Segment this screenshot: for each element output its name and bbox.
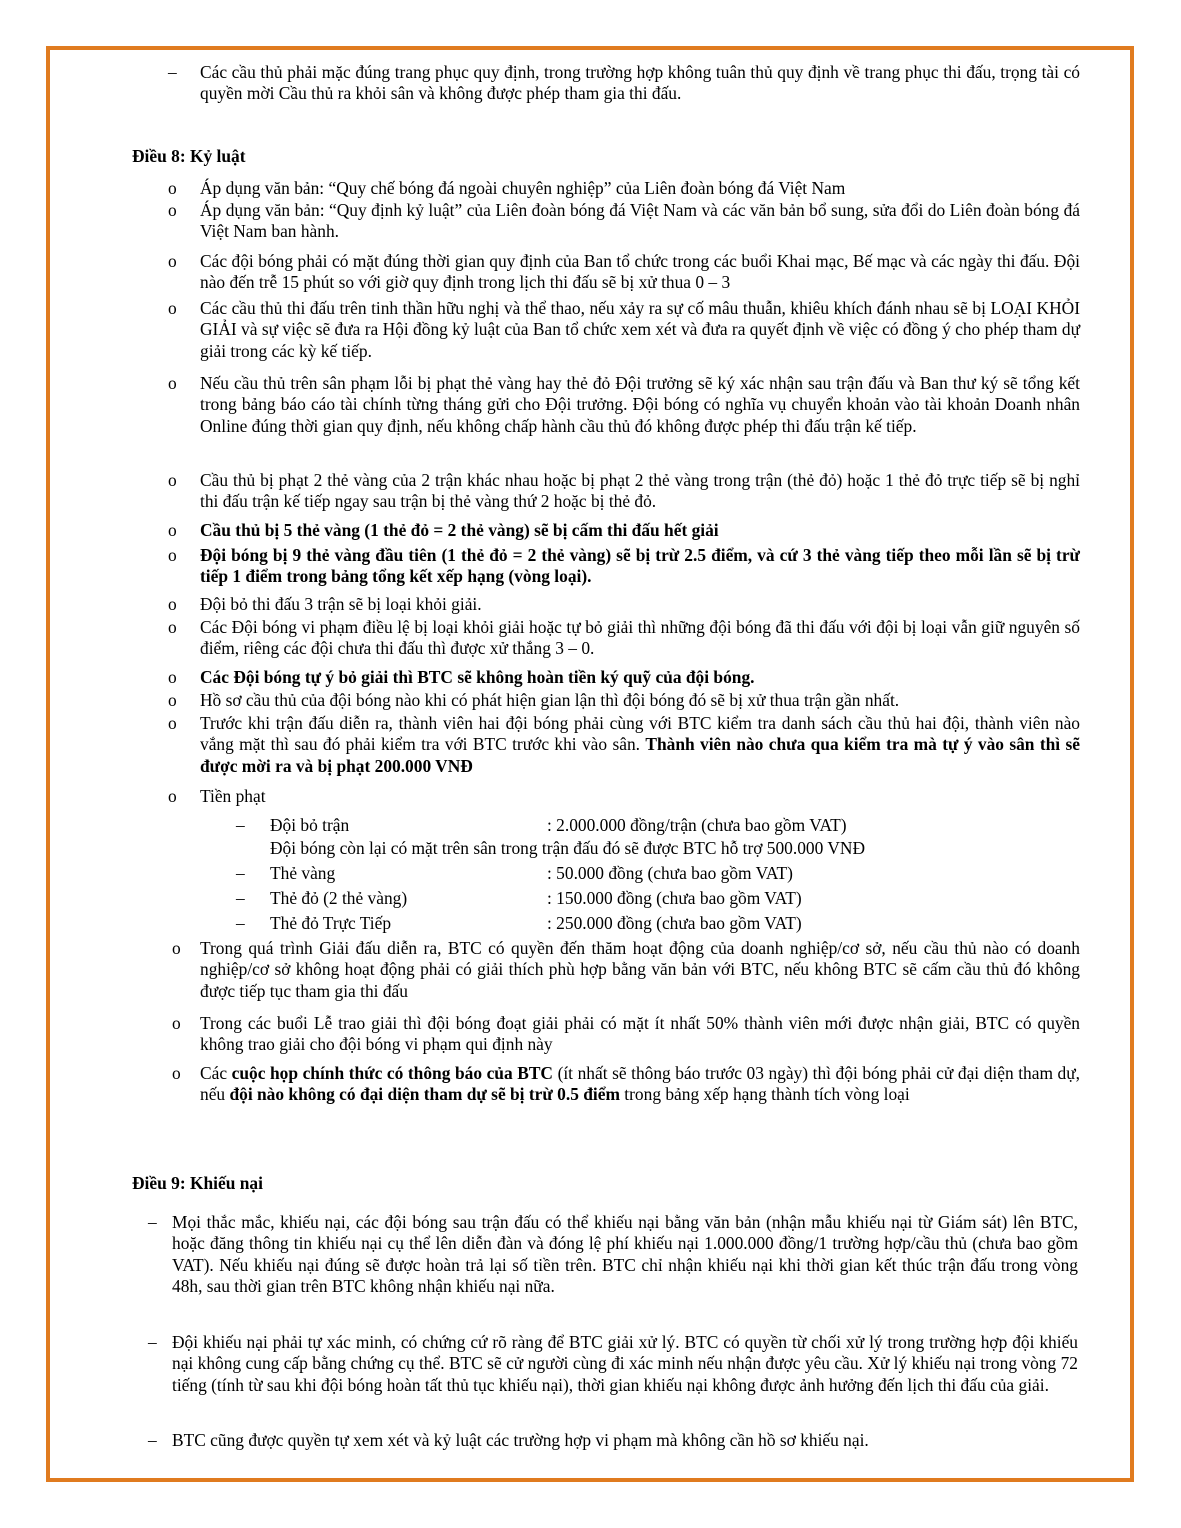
fine-forfeit-note: Đội bóng còn lại có mặt trên sân trong trận đấu đó sẽ được BTC hỗ trợ 500.000 VNĐ	[270, 838, 866, 858]
fine-forfeit-label: Đội bỏ trận	[270, 815, 350, 835]
article-8-item: Đội bỏ thi đấu 3 trận sẽ bị loại khỏi giải.	[200, 594, 482, 614]
circle-bullet: o	[168, 690, 177, 710]
circle-bullet: o	[168, 713, 177, 733]
circle-bullet: o	[168, 594, 177, 614]
fine-red-label: Thẻ đỏ Trực Tiếp	[270, 913, 392, 933]
complaint-item: Đội khiếu nại phải tự xác minh, có chứng cứ rõ ràng để BTC giải xử lý. BTC có quyền từ chối xử lý trong trường hợp đội khiếu nại không cung cấp bằng chứng cụ thể. BTC sẽ cử người cùng đi xác minh nếu nhận được yêu cầu. Xử lý khiếu nại trong vòng 72 tiếng (tính từ sau khi đội bóng hoàn tất thủ tục khiếu nại), thời gian khiếu nại không được ảnh hưởng đến lịch thi đấu của giải.	[172, 1332, 1078, 1395]
fine-red2-label: Thẻ đỏ (2 thẻ vàng)	[270, 888, 408, 908]
meeting-paragraph	[200, 1063, 1080, 1106]
article-8-item: Áp dụng văn bản: “Quy định kỷ luật” của Liên đoàn bóng đá Việt Nam và các văn bản bổ sung, sửa đổi do Liên đoàn bóng đá Việt Nam ban hành.	[200, 200, 1080, 242]
article-8-item: Hồ sơ cầu thủ của đội bóng nào khi có phát hiện gian lận thì đội bóng đó sẽ bị xử thua trận gần nhất.	[200, 690, 900, 710]
article-8-item: Cầu thủ bị 5 thẻ vàng (1 thẻ đỏ = 2 thẻ vàng) sẽ bị cấm thi đấu hết giải	[200, 520, 719, 540]
dash-bullet: –	[148, 1212, 157, 1232]
dash-bullet: –	[236, 815, 245, 835]
dash-bullet: –	[168, 62, 177, 82]
meeting-text: Các	[200, 1063, 232, 1083]
article-8-heading: Điều 8: Kỷ luật	[132, 146, 246, 166]
fine-red-value: : 250.000 đồng (chưa bao gồm VAT)	[547, 913, 802, 933]
dash-bullet: –	[236, 863, 245, 883]
circle-bullet: o	[172, 938, 181, 958]
circle-bullet: o	[172, 1063, 181, 1083]
fines-title: Tiền phạt	[200, 786, 266, 806]
article-8-item: Các cầu thủ thi đấu trên tinh thần hữu nghị và thể thao, nếu xảy ra sự cố mâu thuẫn, khiêu khích đánh nhau sẽ bị LOẠI KHỎI GIẢI và sự việc sẽ đưa ra Hội đồng kỷ luật của Ban tổ chức xem xét và đưa ra quyết định về việc có đồng ý cho phép tham dự giải trong các kỳ kế tiếp.	[200, 298, 1080, 361]
circle-bullet: o	[168, 178, 177, 198]
squad-check-text: Trước khi trận đấu diễn ra, thành viên hai đội bóng phải cùng với BTC kiểm tra danh sách cầu thủ hai đội, thành viên nào vắng mặt thì sau đó phải kiểm tra với BTC trước khi vào sân.	[200, 713, 1080, 755]
complaint-item: Mọi thắc mắc, khiếu nại, các đội bóng sau trận đấu có thể khiếu nại bằng văn bản (nhận mẫu khiếu nại từ Giám sát) lên BTC, hoặc đăng thông tin khiếu nại cụ thể lên diễn đàn và đóng lệ phí khiếu nại 1.000.000 đồng/1 trường hợp/cầu thủ (chưa bao gồm VAT). Nếu khiếu nại đúng sẽ được hoàn trả lại số tiền trên. BTC chỉ nhận khiếu nại khi thời gian kết thúc trận đấu trong vòng 48h, sau thời gian trên BTC không nhận khiếu nại nữa.	[172, 1212, 1078, 1297]
dash-bullet: –	[236, 888, 245, 908]
business-visit-paragraph: Trong quá trình Giải đấu diễn ra, BTC có quyền đến thăm hoạt động của doanh nghiệp/cơ sở, nếu cầu thủ nào có doanh nghiệp/cơ sở không hoạt động phải có giải thích phù hợp bằng văn bản với BTC, nếu không BTC sẽ cấm cầu thủ đó không được tiếp tục tham gia thi đấu	[200, 938, 1080, 1001]
article-9-heading: Điều 9: Khiếu nại	[132, 1173, 263, 1193]
meeting-emphasis: cuộc họp chính thức có thông báo của BTC	[231, 1063, 553, 1083]
ceremony-paragraph: Trong các buổi Lễ trao giải thì đội bóng đoạt giải phải có mặt ít nhất 50% thành viên mới được nhận giải, BTC có quyền không trao giải cho đội bóng vi phạm qui định này	[200, 1013, 1080, 1055]
circle-bullet: o	[168, 617, 177, 637]
circle-bullet: o	[172, 1013, 181, 1033]
fine-yellow-value: : 50.000 đồng (chưa bao gồm VAT)	[547, 863, 793, 883]
meeting-text: (ít nhất sẽ thông báo trước 03 ngày) thì đội bóng phải cử đại diện tham dự, nếu	[200, 1063, 1081, 1105]
fine-forfeit-value: : 2.000.000 đồng/trận (chưa bao gồm VAT)	[547, 815, 847, 835]
complaint-item: BTC cũng được quyền tự xem xét và kỷ luật các trường hợp vi phạm mà không cần hồ sơ khiếu nại.	[172, 1430, 869, 1450]
circle-bullet: o	[168, 298, 177, 318]
article-8-item: Cầu thủ bị phạt 2 thẻ vàng của 2 trận khác nhau hoặc bị phạt 2 thẻ vàng trong trận (thẻ đỏ) hoặc 1 thẻ đỏ trực tiếp sẽ bị nghỉ thi đấu trận kế tiếp ngay sau trận bị thẻ vàng thứ 2 hoặc bị thẻ đỏ.	[200, 470, 1080, 512]
meeting-penalty: đội nào không có đại diện tham dự sẽ bị trừ 0.5 điểm	[229, 1084, 620, 1105]
squad-check-penalty: Thành viên nào chưa qua kiểm tra mà tự ý vào sân thì sẽ được mời ra và bị phạt 200.000 VNĐ	[200, 734, 1080, 776]
circle-bullet: o	[168, 373, 177, 393]
circle-bullet: o	[168, 200, 177, 220]
circle-bullet: o	[168, 667, 177, 687]
circle-bullet: o	[168, 545, 177, 565]
article-8-item: Đội bóng bị 9 thẻ vàng đầu tiên (1 thẻ đỏ = 2 thẻ vàng) sẽ bị trừ 2.5 điểm, và cứ 3 thẻ vàng tiếp theo mỗi lần sẽ bị trừ tiếp 1 điểm trong bảng tổng kết xếp hạng (vòng loại).	[200, 545, 1080, 587]
dress-code-paragraph: Các cầu thủ phải mặc đúng trang phục quy định, trong trường hợp không tuân thủ quy định về trang phục thi đấu, trọng tài có quyền mời Cầu thủ ra khỏi sân và không được phép tham gia thi đấu.	[200, 62, 1080, 104]
fine-red2-value: : 150.000 đồng (chưa bao gồm VAT)	[547, 888, 802, 908]
article-8-item: Áp dụng văn bản: “Quy chế bóng đá ngoài chuyên nghiệp” của Liên đoàn bóng đá Việt Nam	[200, 178, 846, 198]
article-8-item: Các Đội bóng tự ý bỏ giải thì BTC sẽ không hoàn tiền ký quỹ của đội bóng.	[200, 667, 755, 687]
circle-bullet: o	[168, 520, 177, 540]
article-8-item: Các đội bóng phải có mặt đúng thời gian quy định của Ban tổ chức trong các buổi Khai mạc, Bế mạc và các ngày thi đấu. Đội nào đến trễ 15 phút so với giờ quy định trong lịch thi đấu sẽ bị xử thua 0 – 3	[200, 251, 1080, 293]
circle-bullet: o	[168, 786, 177, 806]
circle-bullet: o	[168, 251, 177, 271]
dash-bullet: –	[236, 913, 245, 933]
circle-bullet: o	[168, 470, 177, 490]
article-8-item: Nếu cầu thủ trên sân phạm lỗi bị phạt thẻ vàng hay thẻ đỏ Đội trưởng sẽ ký xác nhận sau trận đấu và Ban thư ký sẽ tổng kết trong bảng báo cáo tài chính từng tháng gửi cho Đội trưởng. Đội bóng có nghĩa vụ chuyển khoản vào tài khoản Doanh nhân Online đúng thời gian quy định, nếu không chấp hành cầu thủ đó không được phép thi đấu trận kế tiếp.	[200, 373, 1080, 436]
meeting-text: trong bảng xếp hạng thành tích vòng loại	[619, 1084, 910, 1105]
fine-yellow-label: Thẻ vàng	[270, 863, 336, 883]
article-8-item: Các Đội bóng vi phạm điều lệ bị loại khỏi giải hoặc tự bỏ giải thì những đội bóng đã thi đấu với đội bị loại vẫn giữ nguyên số điểm, riêng các đội chưa thi đấu thì được xử thắng 3 – 0.	[200, 617, 1080, 659]
squad-check-paragraph	[200, 713, 1080, 777]
dash-bullet: –	[148, 1430, 157, 1450]
dash-bullet: –	[148, 1332, 157, 1352]
